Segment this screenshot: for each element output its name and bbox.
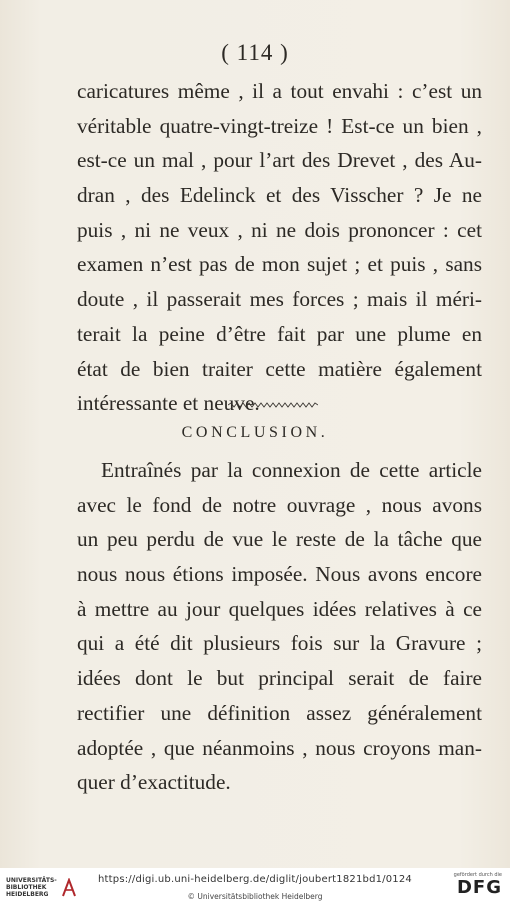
text-line: qui a été dit plusieurs fois sur la Gravure ; bbox=[77, 631, 482, 656]
text-line: examen n’est pas de mon sujet ; et puis , sans bbox=[77, 252, 482, 277]
text-line: Entraînés par la connexion de cette article bbox=[101, 458, 482, 482]
text-line: avec le fond de notre ouvrage , nous avons bbox=[77, 492, 482, 517]
library-name: UNIVERSITÄTS- BIBLIOTHEK HEIDELBERG bbox=[6, 877, 57, 898]
text-line: dran , des Edelinck et des Visscher ? Je ne bbox=[77, 183, 482, 208]
text-line: est-ce un mal , pour l’art des Drevet , des Au- bbox=[77, 148, 482, 173]
text-line: à mettre au jour quelques idées relatives à ce bbox=[77, 596, 482, 621]
text-line: adoptée , que néanmoins , nous croyons man- bbox=[77, 735, 482, 760]
copyright-text: © Universitätsbibliothek Heidelberg bbox=[187, 892, 323, 901]
dfg-logo[interactable] bbox=[454, 872, 502, 898]
text-line: état de bien traiter cette matière également bbox=[77, 356, 482, 381]
text-line: puis , ni ne veux , ni ne dois prononcer : cet bbox=[77, 217, 482, 242]
page-url-link[interactable]: https://digi.ub.uni-heidelberg.de/diglit/joubert1821bd1/0124 bbox=[98, 874, 412, 885]
text-line: rectifier une définition assez généralement bbox=[77, 700, 482, 725]
text-line: terait la peine d’être fait par une plume en bbox=[77, 321, 482, 346]
paragraph-2 bbox=[77, 453, 482, 800]
text-line: idées dont le but principal serait de faire bbox=[77, 666, 482, 691]
ornament-separator bbox=[228, 402, 318, 408]
funder-logo-text: DFG bbox=[456, 877, 502, 898]
text-line: intéressante et neuve. bbox=[77, 391, 260, 416]
text-line: quer d’exactitude. bbox=[77, 770, 231, 795]
paragraph-1 bbox=[77, 74, 482, 421]
funder-note: gefördert durch die bbox=[453, 872, 502, 878]
page-number: ( 114 ) bbox=[221, 40, 289, 65]
text-line: un peu perdu de vue le reste de la tâche que bbox=[77, 527, 482, 552]
text-line: nous nous étions imposée. Nous avons encore bbox=[77, 562, 482, 587]
viewer-footer bbox=[0, 868, 510, 908]
text-line: doute , il passerait mes forces ; mais il méri- bbox=[77, 287, 482, 312]
text-line: véritable quatre-vingt-treize ! Est-ce un bien , bbox=[77, 113, 482, 138]
section-heading: CONCLUSION. bbox=[181, 424, 329, 441]
text-line: caricatures même , il a tout envahi : c’est un bbox=[77, 79, 482, 103]
